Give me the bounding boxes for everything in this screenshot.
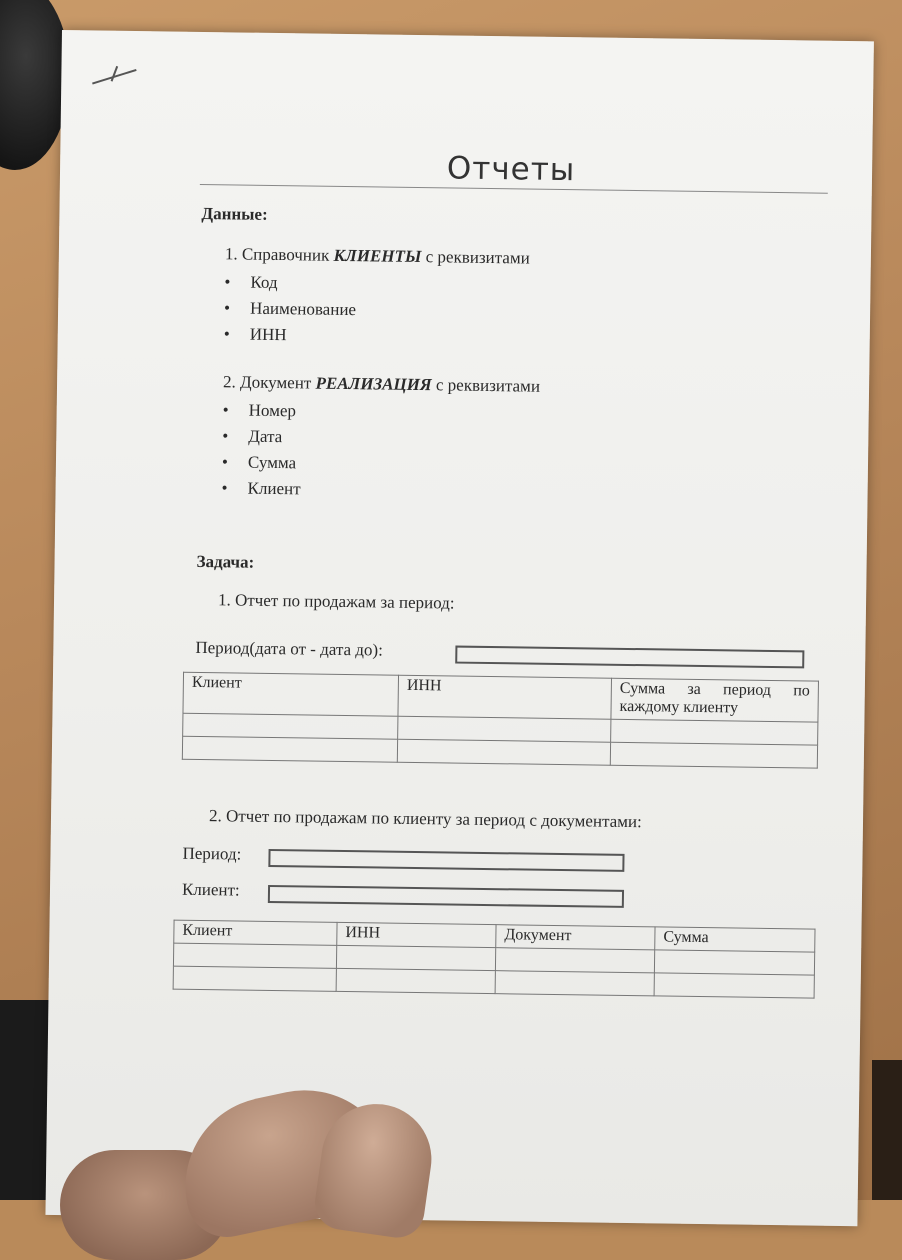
list-item: • Сумма xyxy=(248,453,296,474)
report2-client-field[interactable] xyxy=(268,885,624,908)
item-prefix: Справочник xyxy=(241,244,330,265)
report1-period-field[interactable] xyxy=(455,646,804,669)
report1-period-label: Период(дата от - дата до): xyxy=(195,637,384,660)
column-header: Клиент xyxy=(174,920,337,945)
dark-surface-right xyxy=(872,1060,902,1200)
list-item: • Дата xyxy=(248,427,282,447)
column-header: ИНН xyxy=(398,675,612,719)
item-suffix: с реквизитами xyxy=(425,247,530,268)
column-header: Сумма xyxy=(655,927,815,952)
document-title: Отчеты xyxy=(446,150,576,189)
report1-title: 1. Отчет по продажам за период: xyxy=(217,590,455,613)
item-entity: РЕАЛИЗАЦИЯ xyxy=(315,373,432,395)
column-header: Документ xyxy=(496,925,655,950)
list-item: • ИНН xyxy=(250,325,287,346)
column-header: Клиент xyxy=(183,672,399,716)
item-number: 2. xyxy=(222,372,236,392)
paper-sheet xyxy=(45,30,873,1226)
report2-period-label: Период: xyxy=(182,843,242,864)
report2-title: 2. Отчет по продажам по клиенту за период с документами: xyxy=(208,806,642,832)
data-heading: Данные: xyxy=(201,203,268,224)
report2-client-label: Клиент: xyxy=(181,879,240,900)
task-heading: Задача: xyxy=(196,551,255,572)
item-prefix: Документ xyxy=(239,372,312,393)
data-item-sales xyxy=(223,372,540,396)
list-item: • Номер xyxy=(249,401,297,422)
report1-table xyxy=(182,672,819,769)
list-item: • Наименование xyxy=(250,299,356,320)
column-header: Сумма за период по каждому клиенту xyxy=(611,678,819,722)
column-header: ИНН xyxy=(337,922,496,947)
data-item-clients xyxy=(225,244,530,268)
item-entity: КЛИЕНТЫ xyxy=(333,245,422,267)
report2-period-field[interactable] xyxy=(268,849,624,872)
report2-table xyxy=(173,920,816,999)
item-number: 1. xyxy=(224,244,238,264)
item-suffix: с реквизитами xyxy=(435,375,541,396)
hand-fingers xyxy=(60,1090,420,1230)
list-item: • Код xyxy=(250,273,277,293)
list-item: • Клиент xyxy=(247,479,300,500)
